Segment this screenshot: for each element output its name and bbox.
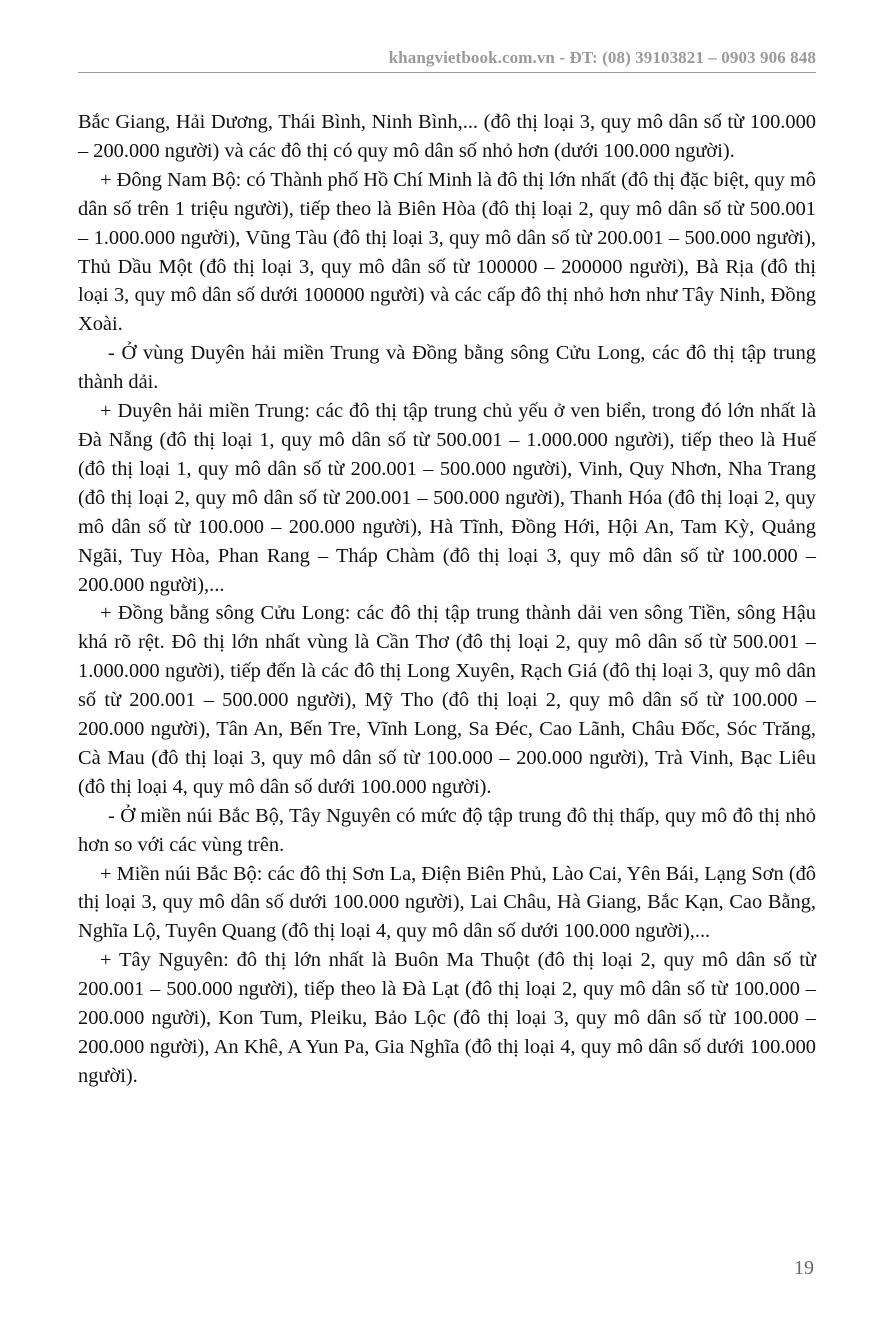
paragraph-duyen-hai-mien-trung: + Duyên hải miền Trung: các đô thị tập trung chủ yếu ở ven biển, trong đó lớn nhất là Đà Nẵng (đô thị loại 1, quy mô dân số từ 500.001 – 1.000.000 người), tiếp theo là Huế (đô thị loại 1, quy mô dân số từ 200.001 – 500.000 người), Vinh, Quy Nhơn, Nha Trang (đô thị loại 2, quy mô dân số từ 200.001 – 500.000 người), Thanh Hóa (đô thị loại 2, quy mô dân số từ 100.000 – 200.000 người), Hà Tĩnh, Đồng Hới, Hội An, Tam Kỳ, Quảng Ngãi, Tuy Hòa, Phan Rang – Tháp Chàm (đô thị loại 3, quy mô dân số từ 100.000 – 200.000 người),... [78, 400, 816, 596]
page-number: 19 [794, 1257, 814, 1279]
header-text: khangvietbook.com.vn - ĐT: (08) 39103821 – 0903 906 848 [388, 48, 816, 67]
paragraph-dong-bang-song-cuu-long: + Đồng bằng sông Cửu Long: các đô thị tập trung thành dải ven sông Tiền, sông Hậu khá rõ rệt. Đô thị lớn nhất vùng là Cần Thơ (đô thị loại 2, quy mô dân số từ 500.001 – 1.000.000 người), tiếp đến là các đô thị Long Xuyên, Rạch Giá (đô thị loại 3, quy mô dân số từ 200.001 – 500.000 người), Mỹ Tho (đô thị loại 2, quy mô dân số từ 100.000 – 200.000 người), Tân An, Bến Tre, Vĩnh Long, Sa Đéc, Cao Lãnh, Châu Đốc, Sóc Trăng, Cà Mau (đô thị loại 3, quy mô dân số từ 100.000 – 200.000 người), Trà Vinh, Bạc Liêu (đô thị loại 4, quy mô dân số dưới 100.000 người). [78, 602, 816, 798]
paragraph-tay-nguyen: + Tây Nguyên: đô thị lớn nhất là Buôn Ma Thuột (đô thị loại 2, quy mô dân số từ 200.001 – 500.000 người), tiếp theo là Đà Lạt (đô thị loại 2, quy mô dân số từ 100.000 – 200.000 người), Kon Tum, Pleiku, Bảo Lộc (đô thị loại 3, quy mô dân số từ 100.000 – 200.000 người), An Khê, A Yun Pa, Gia Nghĩa (đô thị loại 4, quy mô dân số dưới 100.000 người). [78, 949, 816, 1087]
paragraph-mien-nui-bac-bo: + Miền núi Bắc Bộ: các đô thị Sơn La, Điện Biên Phủ, Lào Cai, Yên Bái, Lạng Sơn (đô thị loại 3, quy mô dân số dưới 100.000 người), Lai Châu, Hà Giang, Bắc Kạn, Cao Bằng, Nghĩa Lộ, Tuyên Quang (đô thị loại 4, quy mô dân số dưới 100.000 người),... [78, 862, 816, 943]
paragraph-dong-nam-bo: + Đông Nam Bộ: có Thành phố Hồ Chí Minh là đô thị lớn nhất (đô thị đặc biệt, quy mô dân số trên 1 triệu người), tiếp theo là Biên Hòa (đô thị loại 2, quy mô dân số từ 500.001 – 1.000.000 người), Vũng Tàu (đô thị loại 3, quy mô dân số từ 200.001 – 500.000 người), Thủ Dầu Một (đô thị loại 3, quy mô dân số từ 100000 – 200000 người), Bà Rịa (đô thị loại 3, quy mô dân số dưới 100000 người) và các cấp đô thị nhỏ hơn như Tây Ninh, Đồng Xoài. [78, 168, 816, 336]
paragraph-duyen-hai-dbscl-intro: - Ở vùng Duyên hải miền Trung và Đồng bằng sông Cửu Long, các đô thị tập trung thành dải. [78, 342, 816, 394]
paragraph-mien-nui-tay-nguyen-intro: - Ở miền núi Bắc Bộ, Tây Nguyên có mức độ tập trung đô thị thấp, quy mô đô thị nhỏ hơn so với các vùng trên. [78, 804, 816, 856]
page-header [78, 48, 816, 73]
page-body [78, 108, 816, 1091]
paragraph-continuation: Bắc Giang, Hải Dương, Thái Bình, Ninh Bình,... (đô thị loại 3, quy mô dân số từ 100.000 – 200.000 người) và các đô thị có quy mô dân số nhỏ hơn (dưới 100.000 người). [78, 111, 816, 162]
